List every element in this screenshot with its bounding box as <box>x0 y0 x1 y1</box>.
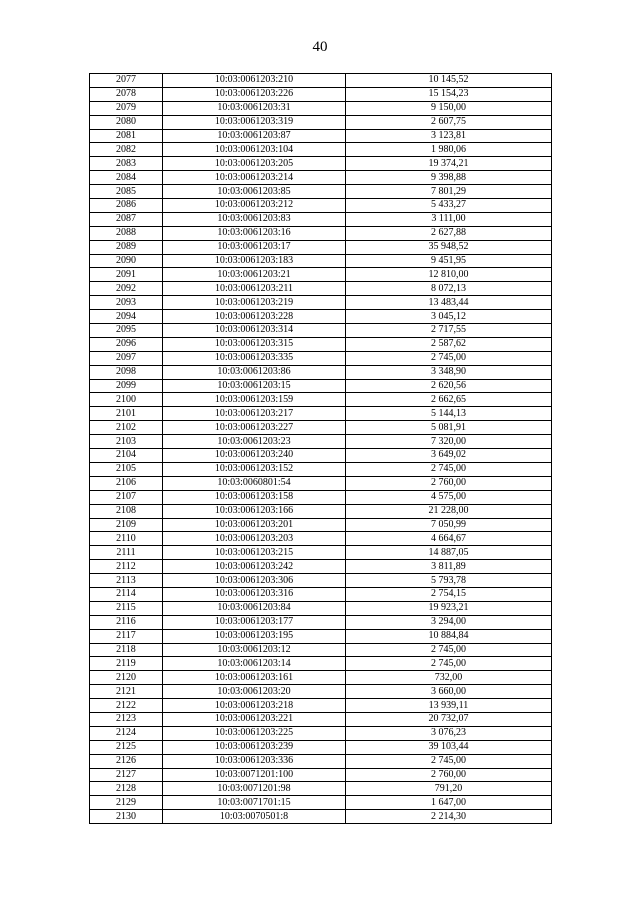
table-row <box>90 435 552 449</box>
cadastral-number-cell: 10:03:0061203:221 <box>163 712 346 726</box>
table-row <box>90 226 552 240</box>
table-row <box>90 449 552 463</box>
table-row <box>90 240 552 254</box>
cadastral-number-cell: 10:03:0061203:85 <box>163 185 346 199</box>
cadastral-number-cell: 10:03:0061203:319 <box>163 115 346 129</box>
table-row <box>90 296 552 310</box>
cadastral-number-cell: 10:03:0071701:15 <box>163 796 346 810</box>
row-number-cell: 2130 <box>90 810 163 824</box>
row-number-cell: 2088 <box>90 226 163 240</box>
row-number-cell: 2129 <box>90 796 163 810</box>
row-number-cell: 2109 <box>90 518 163 532</box>
amount-cell: 7 801,29 <box>346 185 552 199</box>
amount-cell: 14 887,05 <box>346 546 552 560</box>
amount-cell: 5 793,78 <box>346 574 552 588</box>
row-number-cell: 2111 <box>90 546 163 560</box>
row-number-cell: 2120 <box>90 671 163 685</box>
row-number-cell: 2083 <box>90 157 163 171</box>
cadastral-number-cell: 10:03:0070501:8 <box>163 810 346 824</box>
table-row <box>90 351 552 365</box>
amount-cell: 10 145,52 <box>346 74 552 88</box>
cadastral-number-cell: 10:03:0061203:228 <box>163 310 346 324</box>
table-row <box>90 101 552 115</box>
cadastral-number-cell: 10:03:0061203:20 <box>163 685 346 699</box>
amount-cell: 2 754,15 <box>346 587 552 601</box>
row-number-cell: 2116 <box>90 615 163 629</box>
cadastral-number-cell: 10:03:0061203:152 <box>163 462 346 476</box>
table-row <box>90 268 552 282</box>
row-number-cell: 2126 <box>90 754 163 768</box>
row-number-cell: 2091 <box>90 268 163 282</box>
amount-cell: 12 810,00 <box>346 268 552 282</box>
table-row <box>90 421 552 435</box>
cadastral-number-cell: 10:03:0061203:15 <box>163 379 346 393</box>
table-row <box>90 115 552 129</box>
registry-table-body <box>90 74 552 824</box>
table-row <box>90 726 552 740</box>
amount-cell: 2 745,00 <box>346 657 552 671</box>
cadastral-number-cell: 10:03:0061203:240 <box>163 449 346 463</box>
amount-cell: 9 150,00 <box>346 101 552 115</box>
cadastral-number-cell: 10:03:0061203:17 <box>163 240 346 254</box>
table-row <box>90 171 552 185</box>
table-row <box>90 587 552 601</box>
row-number-cell: 2124 <box>90 726 163 740</box>
row-number-cell: 2118 <box>90 643 163 657</box>
amount-cell: 7 050,99 <box>346 518 552 532</box>
table-row <box>90 768 552 782</box>
cadastral-number-cell: 10:03:0061203:316 <box>163 587 346 601</box>
table-row <box>90 254 552 268</box>
amount-cell: 5 081,91 <box>346 421 552 435</box>
table-row <box>90 129 552 143</box>
cadastral-number-cell: 10:03:0061203:239 <box>163 740 346 754</box>
row-number-cell: 2107 <box>90 490 163 504</box>
row-number-cell: 2092 <box>90 282 163 296</box>
table-row <box>90 504 552 518</box>
cadastral-number-cell: 10:03:0061203:201 <box>163 518 346 532</box>
row-number-cell: 2119 <box>90 657 163 671</box>
table-row <box>90 546 552 560</box>
table-row <box>90 754 552 768</box>
cadastral-number-cell: 10:03:0061203:210 <box>163 74 346 88</box>
row-number-cell: 2078 <box>90 87 163 101</box>
row-number-cell: 2113 <box>90 574 163 588</box>
amount-cell: 2 587,62 <box>346 337 552 351</box>
cadastral-number-cell: 10:03:0061203:306 <box>163 574 346 588</box>
table-row <box>90 143 552 157</box>
amount-cell: 791,20 <box>346 782 552 796</box>
amount-cell: 3 076,23 <box>346 726 552 740</box>
amount-cell: 20 732,07 <box>346 712 552 726</box>
table-row <box>90 657 552 671</box>
amount-cell: 13 939,11 <box>346 699 552 713</box>
cadastral-number-cell: 10:03:0061203:219 <box>163 296 346 310</box>
registry-table <box>89 73 552 824</box>
cadastral-number-cell: 10:03:0061203:12 <box>163 643 346 657</box>
amount-cell: 3 111,00 <box>346 212 552 226</box>
cadastral-number-cell: 10:03:0061203:242 <box>163 560 346 574</box>
amount-cell: 39 103,44 <box>346 740 552 754</box>
cadastral-number-cell: 10:03:0061203:158 <box>163 490 346 504</box>
row-number-cell: 2080 <box>90 115 163 129</box>
row-number-cell: 2104 <box>90 449 163 463</box>
amount-cell: 35 948,52 <box>346 240 552 254</box>
amount-cell: 4 575,00 <box>346 490 552 504</box>
row-number-cell: 2093 <box>90 296 163 310</box>
row-number-cell: 2101 <box>90 407 163 421</box>
amount-cell: 15 154,23 <box>346 87 552 101</box>
row-number-cell: 2112 <box>90 560 163 574</box>
table-row <box>90 282 552 296</box>
amount-cell: 1 647,00 <box>346 796 552 810</box>
cadastral-number-cell: 10:03:0061203:183 <box>163 254 346 268</box>
table-row <box>90 310 552 324</box>
row-number-cell: 2085 <box>90 185 163 199</box>
row-number-cell: 2103 <box>90 435 163 449</box>
row-number-cell: 2125 <box>90 740 163 754</box>
amount-cell: 13 483,44 <box>346 296 552 310</box>
table-row <box>90 740 552 754</box>
row-number-cell: 2094 <box>90 310 163 324</box>
cadastral-number-cell: 10:03:0061203:161 <box>163 671 346 685</box>
cadastral-number-cell: 10:03:0060801:54 <box>163 476 346 490</box>
amount-cell: 19 374,21 <box>346 157 552 171</box>
amount-cell: 9 451,95 <box>346 254 552 268</box>
table-row <box>90 393 552 407</box>
table-row <box>90 685 552 699</box>
table-row <box>90 782 552 796</box>
row-number-cell: 2079 <box>90 101 163 115</box>
cadastral-number-cell: 10:03:0061203:86 <box>163 365 346 379</box>
row-number-cell: 2127 <box>90 768 163 782</box>
table-row <box>90 490 552 504</box>
amount-cell: 2 214,30 <box>346 810 552 824</box>
row-number-cell: 2100 <box>90 393 163 407</box>
table-row <box>90 212 552 226</box>
table-row <box>90 560 552 574</box>
cadastral-number-cell: 10:03:0061203:336 <box>163 754 346 768</box>
table-row <box>90 712 552 726</box>
table-row <box>90 518 552 532</box>
row-number-cell: 2123 <box>90 712 163 726</box>
row-number-cell: 2089 <box>90 240 163 254</box>
table-row <box>90 615 552 629</box>
cadastral-number-cell: 10:03:0061203:87 <box>163 129 346 143</box>
cadastral-number-cell: 10:03:0061203:226 <box>163 87 346 101</box>
amount-cell: 3 348,90 <box>346 365 552 379</box>
amount-cell: 19 923,21 <box>346 601 552 615</box>
amount-cell: 2 745,00 <box>346 462 552 476</box>
table-row <box>90 199 552 213</box>
table-row <box>90 476 552 490</box>
table-row <box>90 574 552 588</box>
cadastral-number-cell: 10:03:0061203:335 <box>163 351 346 365</box>
row-number-cell: 2114 <box>90 587 163 601</box>
cadastral-number-cell: 10:03:0061203:214 <box>163 171 346 185</box>
table-row <box>90 365 552 379</box>
cadastral-number-cell: 10:03:0061203:315 <box>163 337 346 351</box>
row-number-cell: 2097 <box>90 351 163 365</box>
row-number-cell: 2108 <box>90 504 163 518</box>
row-number-cell: 2115 <box>90 601 163 615</box>
cadastral-number-cell: 10:03:0061203:166 <box>163 504 346 518</box>
cadastral-number-cell: 10:03:0061203:159 <box>163 393 346 407</box>
row-number-cell: 2081 <box>90 129 163 143</box>
cadastral-number-cell: 10:03:0061203:16 <box>163 226 346 240</box>
amount-cell: 8 072,13 <box>346 282 552 296</box>
amount-cell: 5 144,13 <box>346 407 552 421</box>
amount-cell: 732,00 <box>346 671 552 685</box>
table-row <box>90 601 552 615</box>
row-number-cell: 2095 <box>90 324 163 338</box>
row-number-cell: 2121 <box>90 685 163 699</box>
row-number-cell: 2077 <box>90 74 163 88</box>
amount-cell: 2 717,55 <box>346 324 552 338</box>
amount-cell: 9 398,88 <box>346 171 552 185</box>
table-row <box>90 379 552 393</box>
table-row <box>90 796 552 810</box>
amount-cell: 2 627,88 <box>346 226 552 240</box>
amount-cell: 2 745,00 <box>346 643 552 657</box>
amount-cell: 2 760,00 <box>346 476 552 490</box>
row-number-cell: 2090 <box>90 254 163 268</box>
amount-cell: 5 433,27 <box>346 199 552 213</box>
cadastral-number-cell: 10:03:0061203:225 <box>163 726 346 740</box>
cadastral-number-cell: 10:03:0071201:98 <box>163 782 346 796</box>
table-row <box>90 699 552 713</box>
cadastral-number-cell: 10:03:0061203:21 <box>163 268 346 282</box>
amount-cell: 3 660,00 <box>346 685 552 699</box>
table-row <box>90 157 552 171</box>
table-row <box>90 407 552 421</box>
table-row <box>90 74 552 88</box>
row-number-cell: 2117 <box>90 629 163 643</box>
amount-cell: 3 811,89 <box>346 560 552 574</box>
amount-cell: 3 123,81 <box>346 129 552 143</box>
amount-cell: 1 980,06 <box>346 143 552 157</box>
cadastral-number-cell: 10:03:0061203:104 <box>163 143 346 157</box>
table-row <box>90 87 552 101</box>
amount-cell: 4 664,67 <box>346 532 552 546</box>
table-row <box>90 185 552 199</box>
table-row <box>90 671 552 685</box>
row-number-cell: 2110 <box>90 532 163 546</box>
cadastral-number-cell: 10:03:0061203:314 <box>163 324 346 338</box>
cadastral-number-cell: 10:03:0061203:203 <box>163 532 346 546</box>
cadastral-number-cell: 10:03:0061203:211 <box>163 282 346 296</box>
amount-cell: 2 745,00 <box>346 351 552 365</box>
table-row <box>90 337 552 351</box>
row-number-cell: 2086 <box>90 199 163 213</box>
row-number-cell: 2096 <box>90 337 163 351</box>
row-number-cell: 2082 <box>90 143 163 157</box>
row-number-cell: 2098 <box>90 365 163 379</box>
row-number-cell: 2087 <box>90 212 163 226</box>
amount-cell: 10 884,84 <box>346 629 552 643</box>
cadastral-number-cell: 10:03:0061203:23 <box>163 435 346 449</box>
amount-cell: 3 649,02 <box>346 449 552 463</box>
cadastral-number-cell: 10:03:0061203:195 <box>163 629 346 643</box>
amount-cell: 2 662,65 <box>346 393 552 407</box>
amount-cell: 2 620,56 <box>346 379 552 393</box>
table-row <box>90 810 552 824</box>
row-number-cell: 2122 <box>90 699 163 713</box>
table-row <box>90 462 552 476</box>
amount-cell: 21 228,00 <box>346 504 552 518</box>
row-number-cell: 2084 <box>90 171 163 185</box>
amount-cell: 2 760,00 <box>346 768 552 782</box>
amount-cell: 3 045,12 <box>346 310 552 324</box>
table-row <box>90 324 552 338</box>
cadastral-number-cell: 10:03:0061203:84 <box>163 601 346 615</box>
row-number-cell: 2099 <box>90 379 163 393</box>
cadastral-number-cell: 10:03:0061203:205 <box>163 157 346 171</box>
amount-cell: 2 607,75 <box>346 115 552 129</box>
row-number-cell: 2106 <box>90 476 163 490</box>
cadastral-number-cell: 10:03:0061203:227 <box>163 421 346 435</box>
page-number: 40 <box>312 39 328 55</box>
table-row <box>90 629 552 643</box>
cadastral-number-cell: 10:03:0061203:218 <box>163 699 346 713</box>
row-number-cell: 2105 <box>90 462 163 476</box>
cadastral-number-cell: 10:03:0061203:14 <box>163 657 346 671</box>
cadastral-number-cell: 10:03:0061203:31 <box>163 101 346 115</box>
amount-cell: 2 745,00 <box>346 754 552 768</box>
row-number-cell: 2128 <box>90 782 163 796</box>
cadastral-number-cell: 10:03:0061203:217 <box>163 407 346 421</box>
amount-cell: 7 320,00 <box>346 435 552 449</box>
table-row <box>90 643 552 657</box>
table-row <box>90 532 552 546</box>
cadastral-number-cell: 10:03:0061203:177 <box>163 615 346 629</box>
cadastral-number-cell: 10:03:0061203:83 <box>163 212 346 226</box>
cadastral-number-cell: 10:03:0071201:100 <box>163 768 346 782</box>
cadastral-number-cell: 10:03:0061203:215 <box>163 546 346 560</box>
cadastral-number-cell: 10:03:0061203:212 <box>163 199 346 213</box>
amount-cell: 3 294,00 <box>346 615 552 629</box>
row-number-cell: 2102 <box>90 421 163 435</box>
